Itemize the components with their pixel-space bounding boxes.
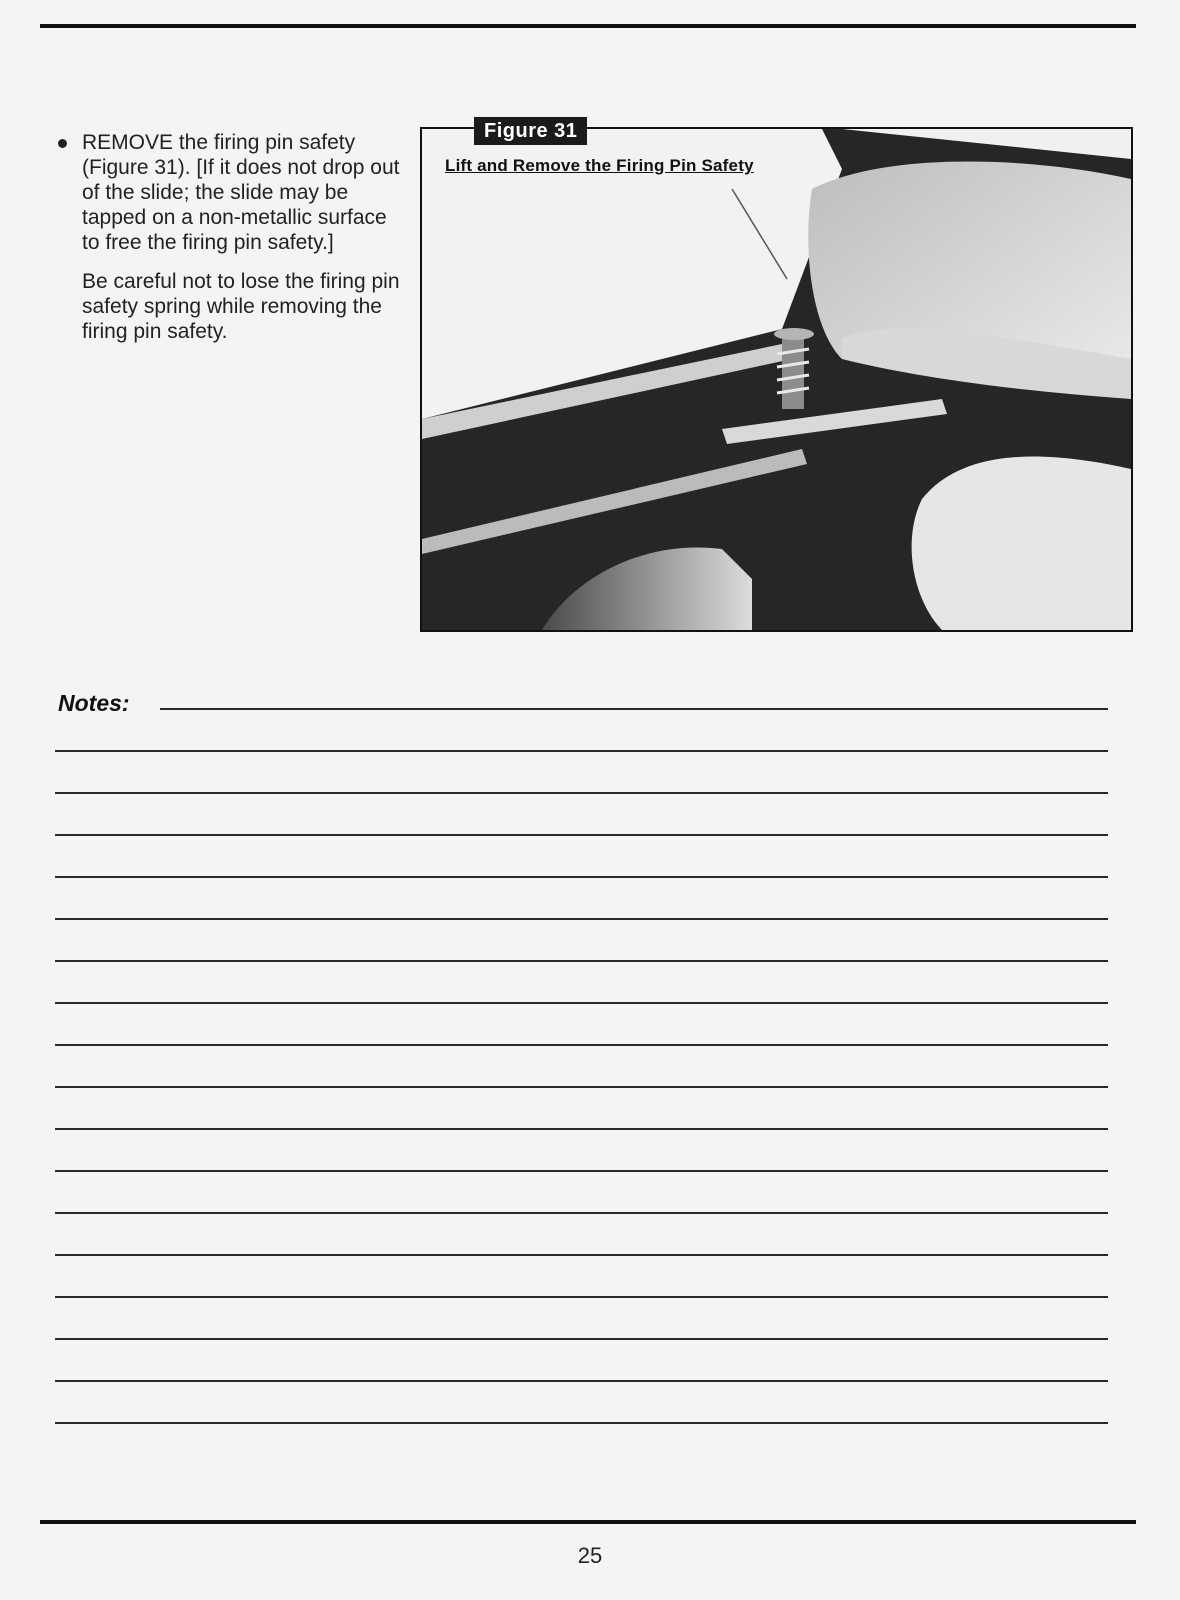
figure-photo xyxy=(420,127,1133,632)
note-line xyxy=(55,1128,1108,1130)
note-line xyxy=(55,1338,1108,1340)
page-number: 25 xyxy=(577,1543,603,1568)
step-text: REMOVE the firing pin safety (Figure 31). [If it does not drop out of the slide; the slide may be tapped on a non-metallic surface to free the firing pin safety.] xyxy=(82,131,400,254)
notes-label: Notes: xyxy=(58,690,130,716)
note-line xyxy=(55,1002,1108,1004)
note-line xyxy=(55,1212,1108,1214)
caution-text: Be careful not to lose the firing pin safety spring while removing the firing pin safety. xyxy=(82,270,400,343)
note-line xyxy=(55,918,1108,920)
note-line xyxy=(160,708,1108,710)
note-line xyxy=(55,876,1108,878)
bottom-rule xyxy=(40,1520,1136,1524)
note-line xyxy=(55,1170,1108,1172)
note-line xyxy=(55,1296,1108,1298)
note-line xyxy=(55,1380,1108,1382)
bullet-icon xyxy=(58,139,67,148)
note-line xyxy=(55,960,1108,962)
note-line xyxy=(55,834,1108,836)
note-line xyxy=(55,750,1108,752)
instruction-block xyxy=(55,130,405,344)
firing-pin-safety-photo xyxy=(422,129,1131,630)
figure-caption: Lift and Remove the Firing Pin Safety xyxy=(445,156,754,175)
figure-label: Figure 31 xyxy=(474,117,587,145)
note-line xyxy=(55,792,1108,794)
top-rule xyxy=(40,24,1136,28)
instruction-step xyxy=(55,130,405,255)
note-line xyxy=(55,1086,1108,1088)
note-line xyxy=(55,1422,1108,1424)
note-line xyxy=(55,1044,1108,1046)
note-line xyxy=(55,1254,1108,1256)
